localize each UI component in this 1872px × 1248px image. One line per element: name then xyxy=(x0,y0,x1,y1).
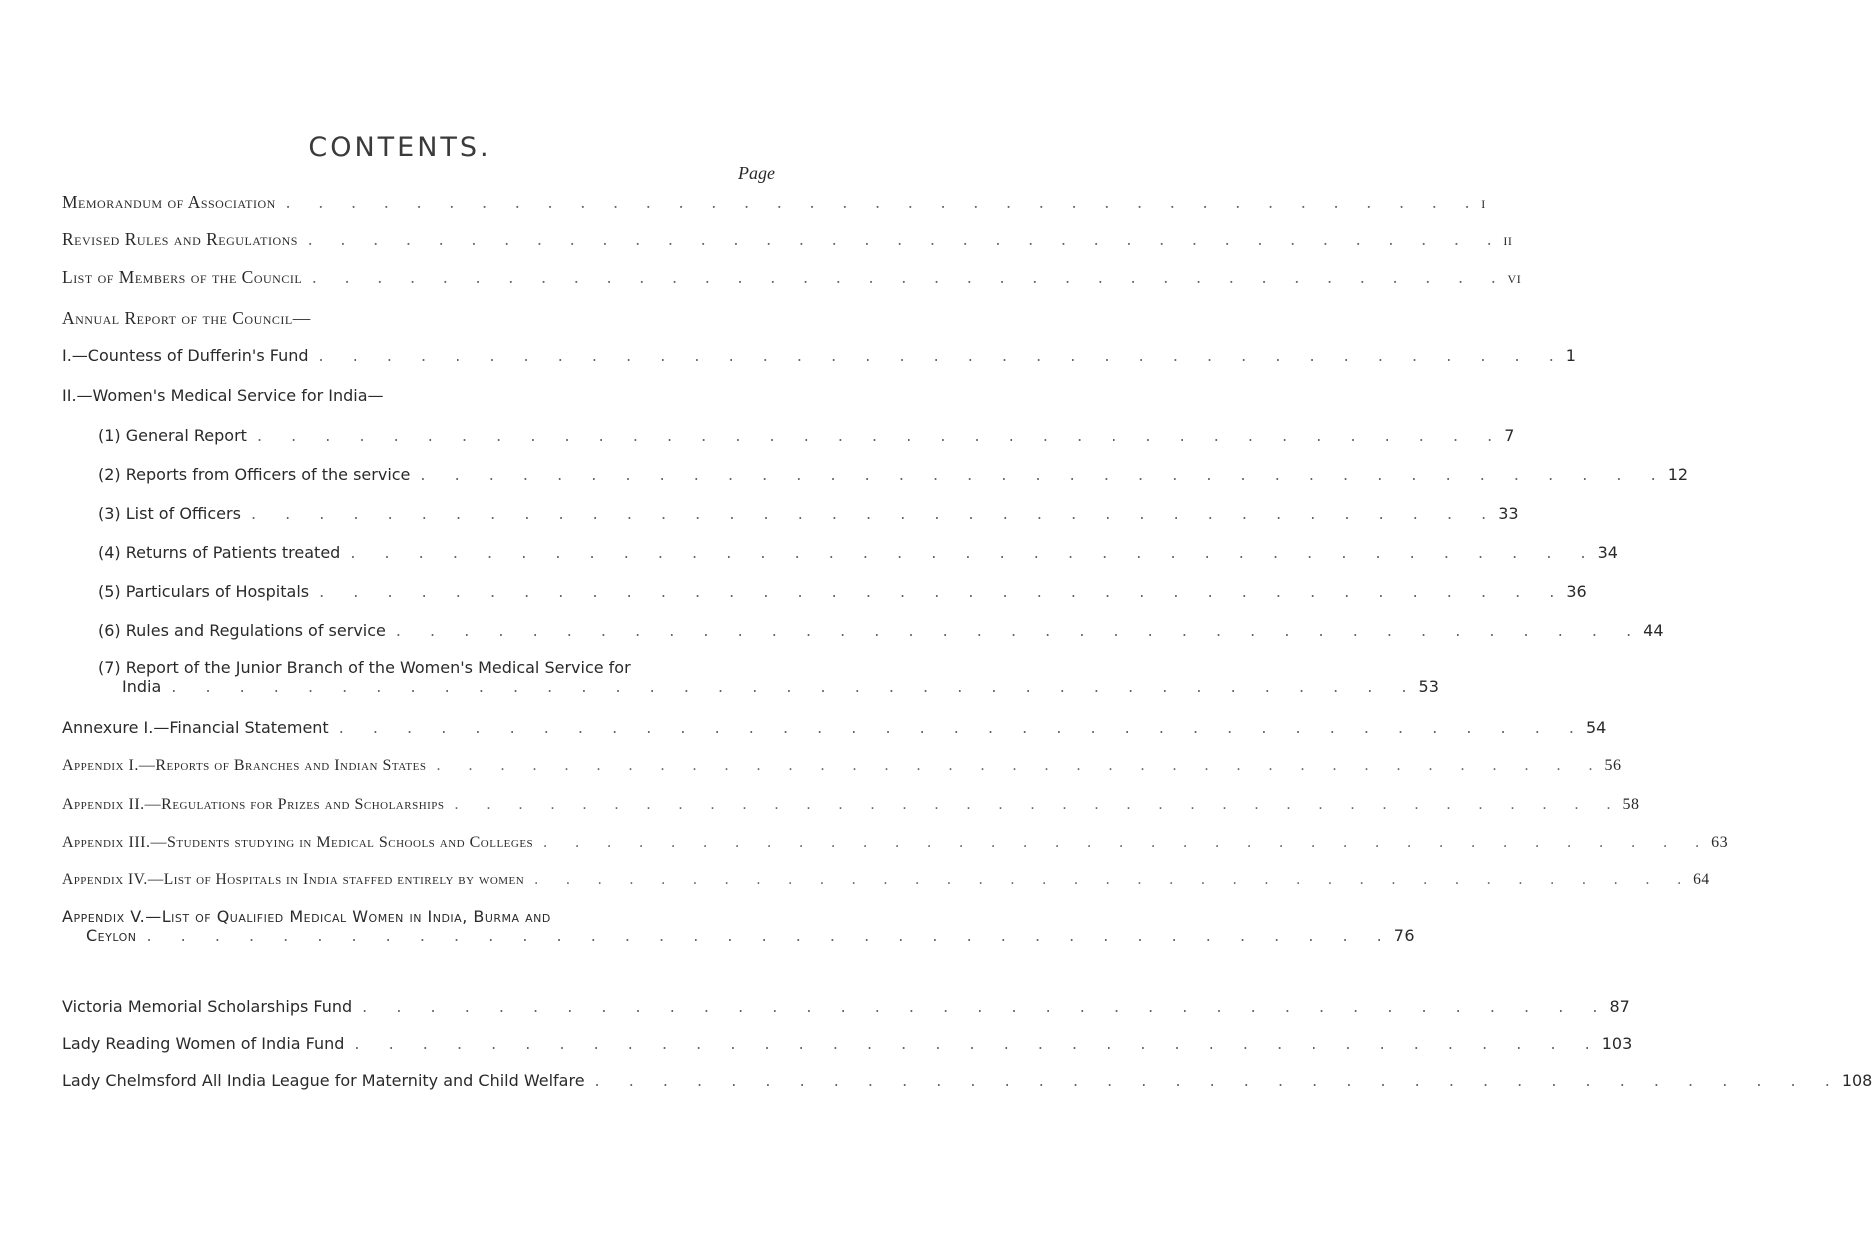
toc-entry-label-line2: India xyxy=(122,677,162,696)
toc-entry[interactable] xyxy=(98,658,1439,696)
toc-entry-page: ii xyxy=(1503,229,1513,249)
dot-leader: . . . . . . . . . . . . . . . . . . . . . . . . . . . . . . . . . . . . . xyxy=(256,426,1505,445)
dot-leader: . . . . . . . . . . . . . . . . . . . . . . . . . . . . . . . . . . . . . xyxy=(395,621,1644,640)
toc-entry-label: (3) List of Officers xyxy=(98,504,241,523)
toc-entry-page: 103 xyxy=(1601,1034,1633,1053)
toc-entry[interactable] xyxy=(62,871,1710,889)
toc-entry[interactable] xyxy=(98,504,1519,523)
dot-leader: . . . . . . . . . . . . . . . . . . . . . . . . . . . . . . . . . . . . . xyxy=(285,192,1482,212)
dot-leader: . . . . . . . . . . . . . . . . . . . . . . . . . . . . . . . . . . . . . xyxy=(319,582,1567,601)
dot-leader: . . . . . . . . . . . . . . . . . . . . . . . . . . . . . . . . . . . . . xyxy=(171,677,1419,696)
toc-entry-label: (2) Reports from Officers of the service xyxy=(98,465,411,484)
toc-entry-label-line2: Ceylon xyxy=(86,926,137,945)
toc-entry-label: (4) Returns of Patients treated xyxy=(98,543,341,562)
toc-entry-page: 58 xyxy=(1622,796,1640,813)
toc-entry-page: i xyxy=(1481,192,1486,212)
toc-entry-page: 44 xyxy=(1643,621,1664,640)
toc-entry[interactable] xyxy=(62,229,1513,250)
toc-entry-page: 36 xyxy=(1566,582,1587,601)
toc-entry-label: Appendix II.—Regulations for Prizes and Scholarships xyxy=(62,796,445,813)
toc-entry-page: 12 xyxy=(1667,465,1689,484)
section-heading: Annual Report of the Council— xyxy=(62,308,311,328)
toc-entry[interactable] xyxy=(62,796,1640,814)
toc-entry-label: Annexure I.—Financial Statement xyxy=(62,718,329,737)
dot-leader: . . . . . . . . . . . . . . . . . . . . . . . . . . . . . . . . . . . . . xyxy=(362,997,1610,1016)
toc-entry-page: vi xyxy=(1507,267,1522,287)
toc-entry-label: List of Members of the Council xyxy=(62,267,303,287)
toc-entry[interactable] xyxy=(62,907,1416,945)
toc-entry[interactable] xyxy=(62,192,1486,213)
toc-entry-page: 64 xyxy=(1693,871,1710,888)
toc-entry-page: 108 xyxy=(1841,1071,1872,1090)
toc-entry-page: 56 xyxy=(1604,757,1622,774)
dot-leader: . . . . . . . . . . . . . . . . . . . . . . . . . . . . . . . . . . . . . xyxy=(250,504,1499,523)
toc-entry-label: Lady Chelmsford All India League for Maternity and Child Welfare xyxy=(62,1071,585,1090)
toc-entry-page: 63 xyxy=(1711,834,1729,851)
toc-entry-label-line1: Appendix V.—List of Qualified Medical Women in India, Burma and xyxy=(62,907,551,926)
toc-entry-label: Appendix I.—Reports of Branches and Indian States xyxy=(62,757,427,774)
toc-entry[interactable] xyxy=(62,757,1622,775)
toc-entry[interactable] xyxy=(98,465,1689,484)
toc-entry[interactable] xyxy=(62,1071,1872,1090)
toc-entry-label-line1: (7) Report of the Junior Branch of the Women's Medical Service for xyxy=(98,658,631,677)
dot-leader: . . . . . . . . . . . . . . . . . . . . . . . . . . . . . . . . . . . . . xyxy=(354,1034,1602,1053)
toc-entry-label: (1) General Report xyxy=(98,426,247,445)
toc-entry-label: Appendix IV.—List of Hospitals in India staffed entirely by women xyxy=(62,871,525,888)
toc-entry-label: Appendix III.—Students studying in Medical Schools and Colleges xyxy=(62,834,534,851)
dot-leader: . . . . . . . . . . . . . . . . . . . . . . . . . . . . . . . . . . . . . xyxy=(420,465,1668,484)
toc-entry-label: Memorandum of Association xyxy=(62,192,276,212)
toc-entry-page: 1 xyxy=(1565,346,1576,365)
dot-leader: . . . . . . . . . . . . . . . . . . . . . . . . . . . . . . . . . . . . . xyxy=(307,229,1504,249)
toc-entry-page: 33 xyxy=(1498,504,1519,523)
dot-leader: . . . . . . . . . . . . . . . . . . . . . . . . . . . . . . . . . . . . . xyxy=(312,267,1508,287)
dot-leader: . . . . . . . . . . . . . . . . . . . . . . . . . . . . . . . . . . . . . xyxy=(436,757,1605,774)
toc-entry-page: 87 xyxy=(1609,997,1630,1016)
dot-leader: . . . . . . . . . . . . . . . . . . . . . . . . . . . . . . . . . . . . . xyxy=(318,346,1566,365)
toc-entry-label: Lady Reading Women of India Fund xyxy=(62,1034,345,1053)
toc-entry-label: Revised Rules and Regulations xyxy=(62,229,298,249)
toc-entry-label: (5) Particulars of Hospitals xyxy=(98,582,310,601)
dot-leader: . . . . . . . . . . . . . . . . . . . . . . . . . . . . . . . . . . . . . xyxy=(338,718,1586,737)
toc-entry[interactable] xyxy=(62,1034,1633,1053)
toc-entry[interactable] xyxy=(98,543,1618,562)
toc-entry[interactable] xyxy=(62,718,1607,737)
toc-entry-page: 53 xyxy=(1418,677,1439,696)
toc-entry[interactable] xyxy=(62,997,1630,1016)
dot-leader: . . . . . . . . . . . . . . . . . . . . . . . . . . . . . . . . . . . . . xyxy=(594,1071,1842,1090)
toc-entry[interactable] xyxy=(98,426,1515,445)
toc-entry[interactable] xyxy=(62,834,1729,852)
toc-entry-label: Victoria Memorial Scholarships Fund xyxy=(62,997,353,1016)
toc-entry-page: 76 xyxy=(1393,926,1416,945)
toc-entry[interactable] xyxy=(98,621,1664,640)
toc-entry-page: 7 xyxy=(1504,426,1515,445)
dot-leader: . . . . . . . . . . . . . . . . . . . . . . . . . . . . . . . . . . . . . xyxy=(146,926,1394,945)
toc-entry-label: (6) Rules and Regulations of service xyxy=(98,621,386,640)
toc-entry-page: 54 xyxy=(1585,718,1607,737)
dot-leader: . . . . . . . . . . . . . . . . . . . . . . . . . . . . . . . . . . . . . xyxy=(454,796,1623,813)
page-title: CONTENTS. xyxy=(308,132,492,163)
toc-entry[interactable] xyxy=(62,267,1522,288)
toc-entry-label: I.—Countess of Dufferin's Fund xyxy=(62,346,309,365)
section-heading: II.—Women's Medical Service for India— xyxy=(62,386,384,405)
dot-leader: . . . . . . . . . . . . . . . . . . . . . . . . . . . . . . . . . . . . . xyxy=(350,543,1598,562)
toc-entry[interactable] xyxy=(98,582,1587,601)
dot-leader: . . . . . . . . . . . . . . . . . . . . . . . . . . . . . . . . . . . . . xyxy=(543,834,1712,851)
page-column-header: Page xyxy=(738,163,775,183)
toc-entry-page: 34 xyxy=(1597,543,1618,562)
toc-entry[interactable] xyxy=(62,346,1576,365)
dot-leader: . . . . . . . . . . . . . . . . . . . . . . . . . . . . . . . . . . . . . xyxy=(534,871,1694,888)
